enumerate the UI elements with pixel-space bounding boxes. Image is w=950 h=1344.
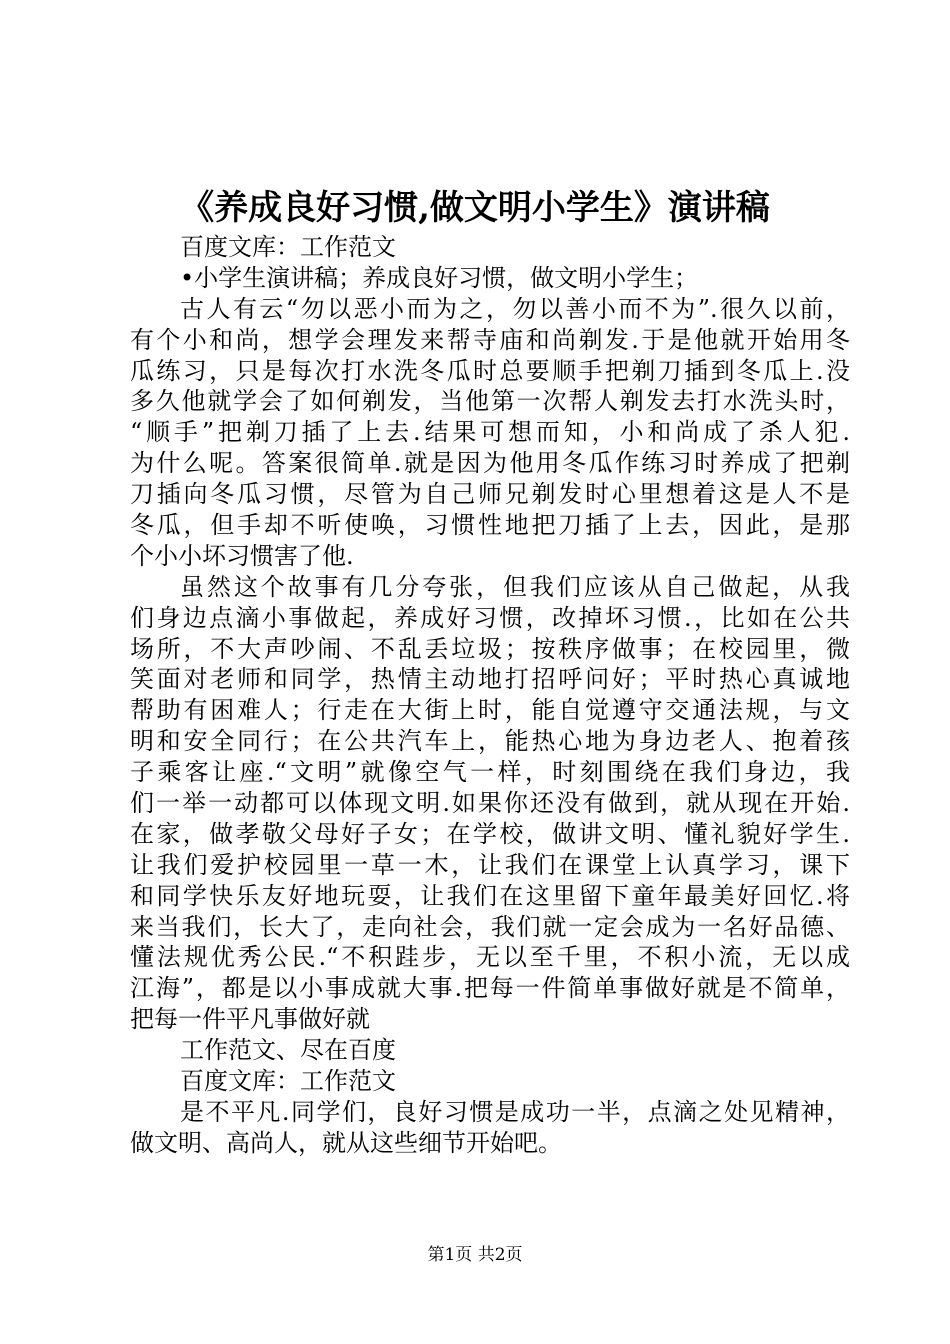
text-line: 帮助有困难人；行走在大街上时，能自觉遵守交通法规，与文 (130, 696, 850, 725)
text-line: 刀插向冬瓜习惯，尽管为自己师兄剃发时心里想着这是人不是 (130, 480, 850, 509)
text-line: 是不平凡.同学们，良好习惯是成功一半，点滴之处见精神， (180, 1097, 850, 1126)
text-line: 古人有云“勿以恶小而为之，勿以善小而不为”.很久以前， (180, 294, 850, 323)
text-line: 们一举一动都可以体现文明.如果你还没有做到，就从现在开始. (130, 789, 850, 818)
text-line: 瓜练习，只是每次打水洗冬瓜时总要顺手把剃刀插到冬瓜上.没 (130, 356, 850, 385)
document-title: 《养成良好习惯,做文明小学生》演讲稿 (180, 188, 770, 228)
text-line: 江海”，都是以小事成就大事.把每一件简单事做好就是不简单， (130, 974, 850, 1003)
text-line: 百度文库：工作范文 (180, 233, 396, 261)
text-line: 笑面对老师和同学，热情主动地打招呼问好；平时热心真诚地 (130, 665, 850, 694)
text-line: 冬瓜，但手却不听使唤，习惯性地把刀插了上去，因此，是那 (130, 511, 850, 540)
text-line: 多久他就学会了如何剃发，当他第一次帮人剃发去打水洗头时， (130, 387, 850, 416)
text-line: 来当我们，长大了，走向社会，我们就一定会成为一名好品德、 (130, 912, 850, 941)
text-line: 百度文库：工作范文 (180, 1067, 396, 1096)
text-line: 个小小坏习惯害了他. (130, 541, 354, 570)
text-line: 懂法规优秀公民.“不积跬步，无以至千里，不积小流，无以成 (130, 943, 850, 972)
text-line: •小学生演讲稿；养成良好习惯，做文明小学生； (180, 263, 699, 292)
text-line: 虽然这个故事有几分夸张，但我们应该从自己做起，从我 (180, 572, 850, 601)
text-line: 让我们爱护校园里一草一木，让我们在课堂上认真学习，课下 (130, 850, 850, 879)
text-line: 子乘客让座.“文明”就像空气一样，时刻围绕在我们身边，我 (130, 758, 850, 787)
text-line: 场所，不大声吵闹、不乱丢垃圾；按秩序做事；在校园里，微 (130, 634, 850, 663)
text-line: 们身边点滴小事做起，养成好习惯，改掉坏习惯.，比如在公共 (130, 603, 850, 632)
text-line: 和同学快乐友好地玩耍，让我们在这里留下童年最美好回忆.将 (130, 881, 850, 910)
page-footer: 第1页 共2页 (427, 1245, 523, 1265)
text-line: 工作范文、尽在百度 (180, 1036, 396, 1065)
text-line: 在家，做孝敬父母好子女；在学校，做讲文明、懂礼貌好学生. (130, 819, 850, 848)
document-body (130, 232, 850, 1159)
text-line: 有个小和尚，想学会理发来帮寺庙和尚剃发.于是他就开始用冬 (130, 325, 850, 354)
text-line: 把每一件平凡事做好就 (130, 1005, 370, 1034)
text-line: 做文明、高尚人，就从这些细节开始吧。 (130, 1128, 562, 1157)
text-line: 明和安全同行；在公共汽车上，能热心地为身边老人、抱着孩 (130, 727, 850, 756)
text-line: 为什么呢。答案很简单.就是因为他用冬瓜作练习时养成了把剃 (130, 449, 850, 478)
text-line: “顺手”把剃刀插了上去.结果可想而知，小和尚成了杀人犯. (130, 418, 850, 447)
